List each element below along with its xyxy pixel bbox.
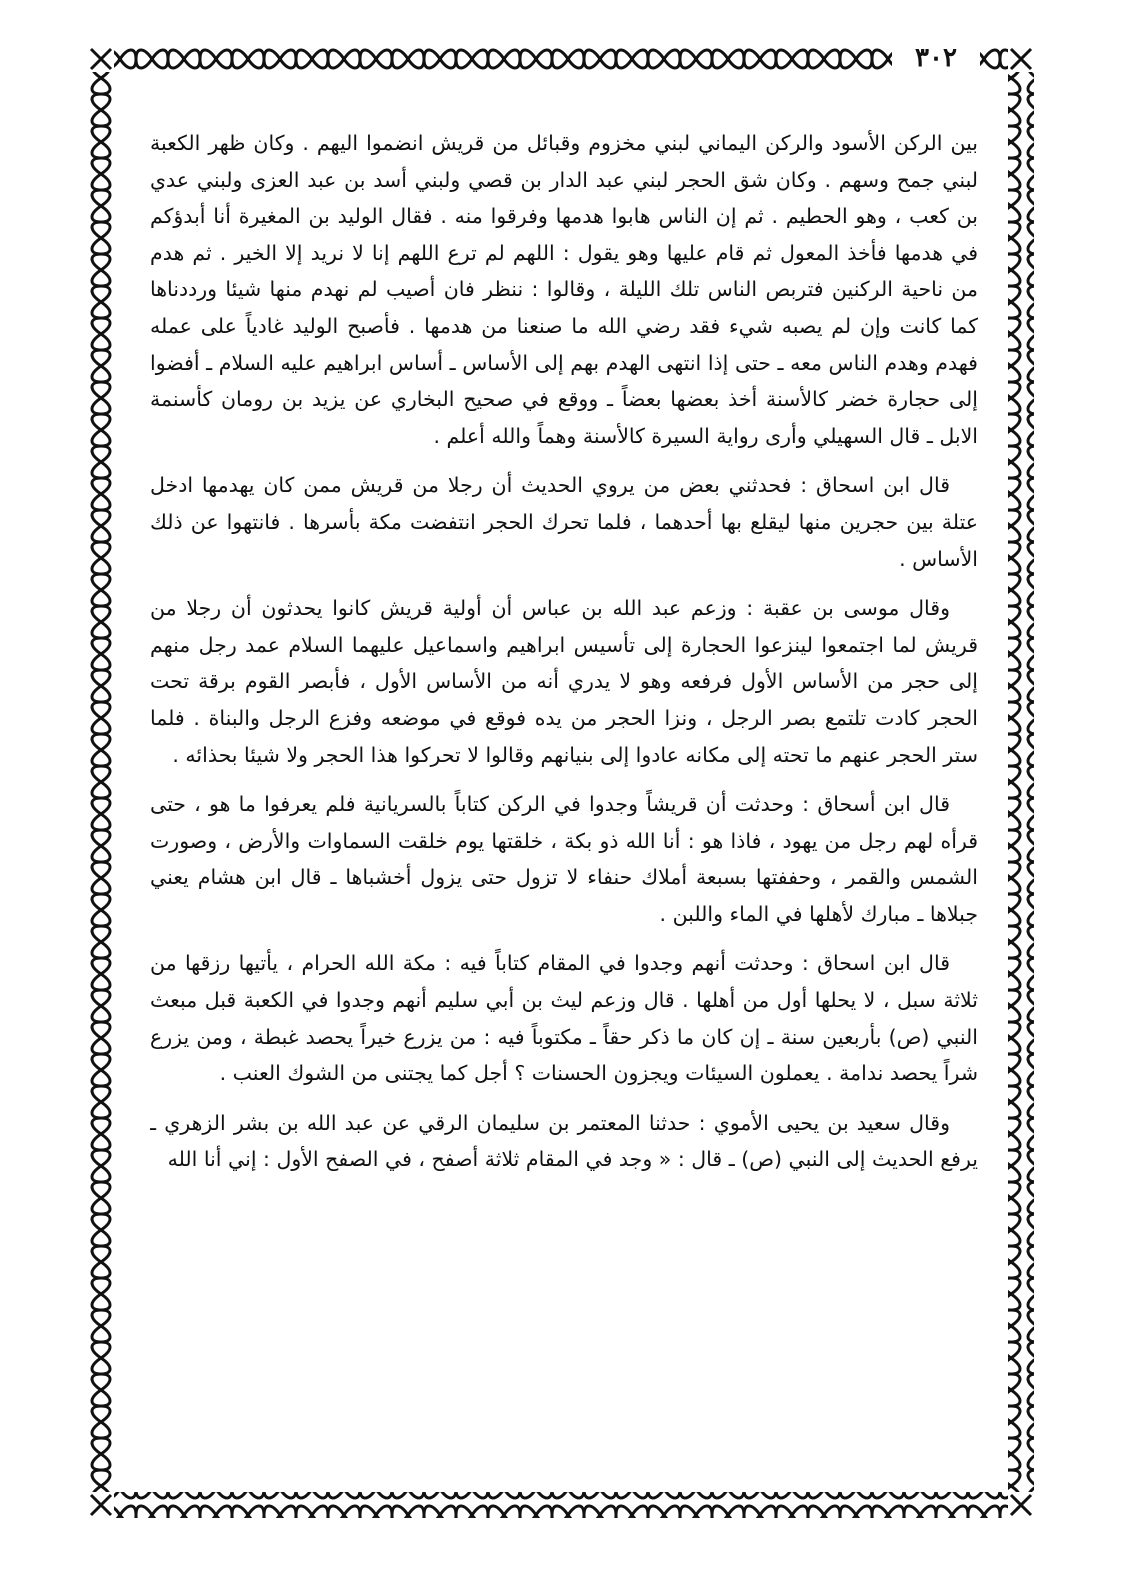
paragraph: قال ابن اسحاق : وحدثت أنهم وجدوا في المقام كتاباً فيه : مكة الله الحرام ، يأتيها رزقها من ثلاثة سبل ، لا يحلها أول من أهلها . قال وزعم ليث بن أبي سليم أنهم وجدوا في الكعبة قبل مبعث النبي (ص) بأربعين سنة ـ إن كان ما ذكر حقاً ـ مكتوباً فيه : من يزرع خيراً يحصد غبطة ، ومن يزرع شراً يحصد ندامة . يعملون السيئات ويجزون الحسنات ؟ أجل كما يجتنى من الشوك العنب . (150, 951, 978, 1086)
paragraph: وقال موسى بن عقبة : وزعم عبد الله بن عباس أن أولية قريش كانوا يحدثون أن رجلا من قريش لما اجتمعوا لينزعوا الحجارة إلى تأسيس ابراهيم واسماعيل عليهما السلام عمد رجل منهم إلى حجر من الأساس الأول فرفعه وهو لا يدري أنه من الأساس الأول ، فأبصر القوم برقة تحت الحجر كادت تلتمع بصر الرجل ، ونزا الحجر من يده فوقع في موضعه وفزع الرجل والبناة . فلما ستر الحجر عنهم ما تحته إلى مكانه عادوا إلى بنيانهم وقالوا لا تحركوا هذا الحجر ولا شيئا بحذائه . (150, 596, 978, 767)
paragraph: بين الركن الأسود والركن اليماني لبني مخزوم وقبائل من قريش انضموا اليهم . وكان ظهر الكعبة لبني جمح وسهم . وكان شق الحجر لبني عبد الدار بن قصي ولبني أسد بن عبد العزى ولبني عدي بن كعب ، وهو الحطيم . ثم إن الناس هابوا هدمها وفرقوا منه . فقال الوليد بن المغيرة أنا أبدؤكم في هدمها فأخذ المعول ثم قام عليها وهو يقول : اللهم لم ترع اللهم إنا لا نريد إلا الخير . ثم هدم من ناحية الركنين فتربص الناس تلك الليلة ، وقالوا : ننظر فان أصيب لم نهدم منها شيئا ورددناها كما كانت وإن لم يصبه شيء فقد رضي الله ما صنعنا من هدمها . فأصبح الوليد غادياً على عمله فهدم وهدم الناس معه ـ حتى إذا انتهى الهدم بهم إلى الأساس ـ أساس ابراهيم عليه السلام ـ أفضوا إلى حجارة خضر كالأسنة أخذ بعضها بعضاً ـ ووقع في صحيح البخاري عن يزيد بن رومان كأسنمة الابل ـ قال السهيلي وأرى رواية السيرة كالأسنة وهماً والله أعلم . (150, 131, 978, 448)
paragraph: وقال سعيد بن يحيى الأموي : حدثنا المعتمر بن سليمان الرقي عن عبد الله بن بشر الزهري ـ يرفع الحديث إلى النبي (ص) ـ قال : « وجد في المقام ثلاثة أصفح ، في الصفح الأول : إني أنا الله (150, 1110, 978, 1172)
paragraph: قال ابن اسحاق : فحدثني بعض من يروي الحديث أن رجلا من قريش ممن كان يهدمها ادخل عتلة بين حجرين منها ليقلع بها أحدهما ، فلما تحرك الحجر انتفضت مكة بأسرها . فانتهوا عن ذلك الأساس . (150, 473, 978, 571)
page-text (150, 125, 978, 1480)
paragraph: قال ابن أسحاق : وحدثت أن قريشاً وجدوا في الركن كتاباً بالسريانية فلم يعرفوا ما هو ، حتى قرأه لهم رجل من يهود ، فاذا هو : أنا الله ذو بكة ، خلقتها يوم خلقت السماوات والأرض ، وصورت الشمس والقمر ، وحففتها بسبعة أملاك حنفاء لا تزول حتى يزول أخشباها ـ قال ابن هشام يعني جبلاها ـ مبارك لأهلها في الماء واللبن . (150, 792, 978, 926)
page-number: ٣٠٢ (892, 38, 980, 78)
